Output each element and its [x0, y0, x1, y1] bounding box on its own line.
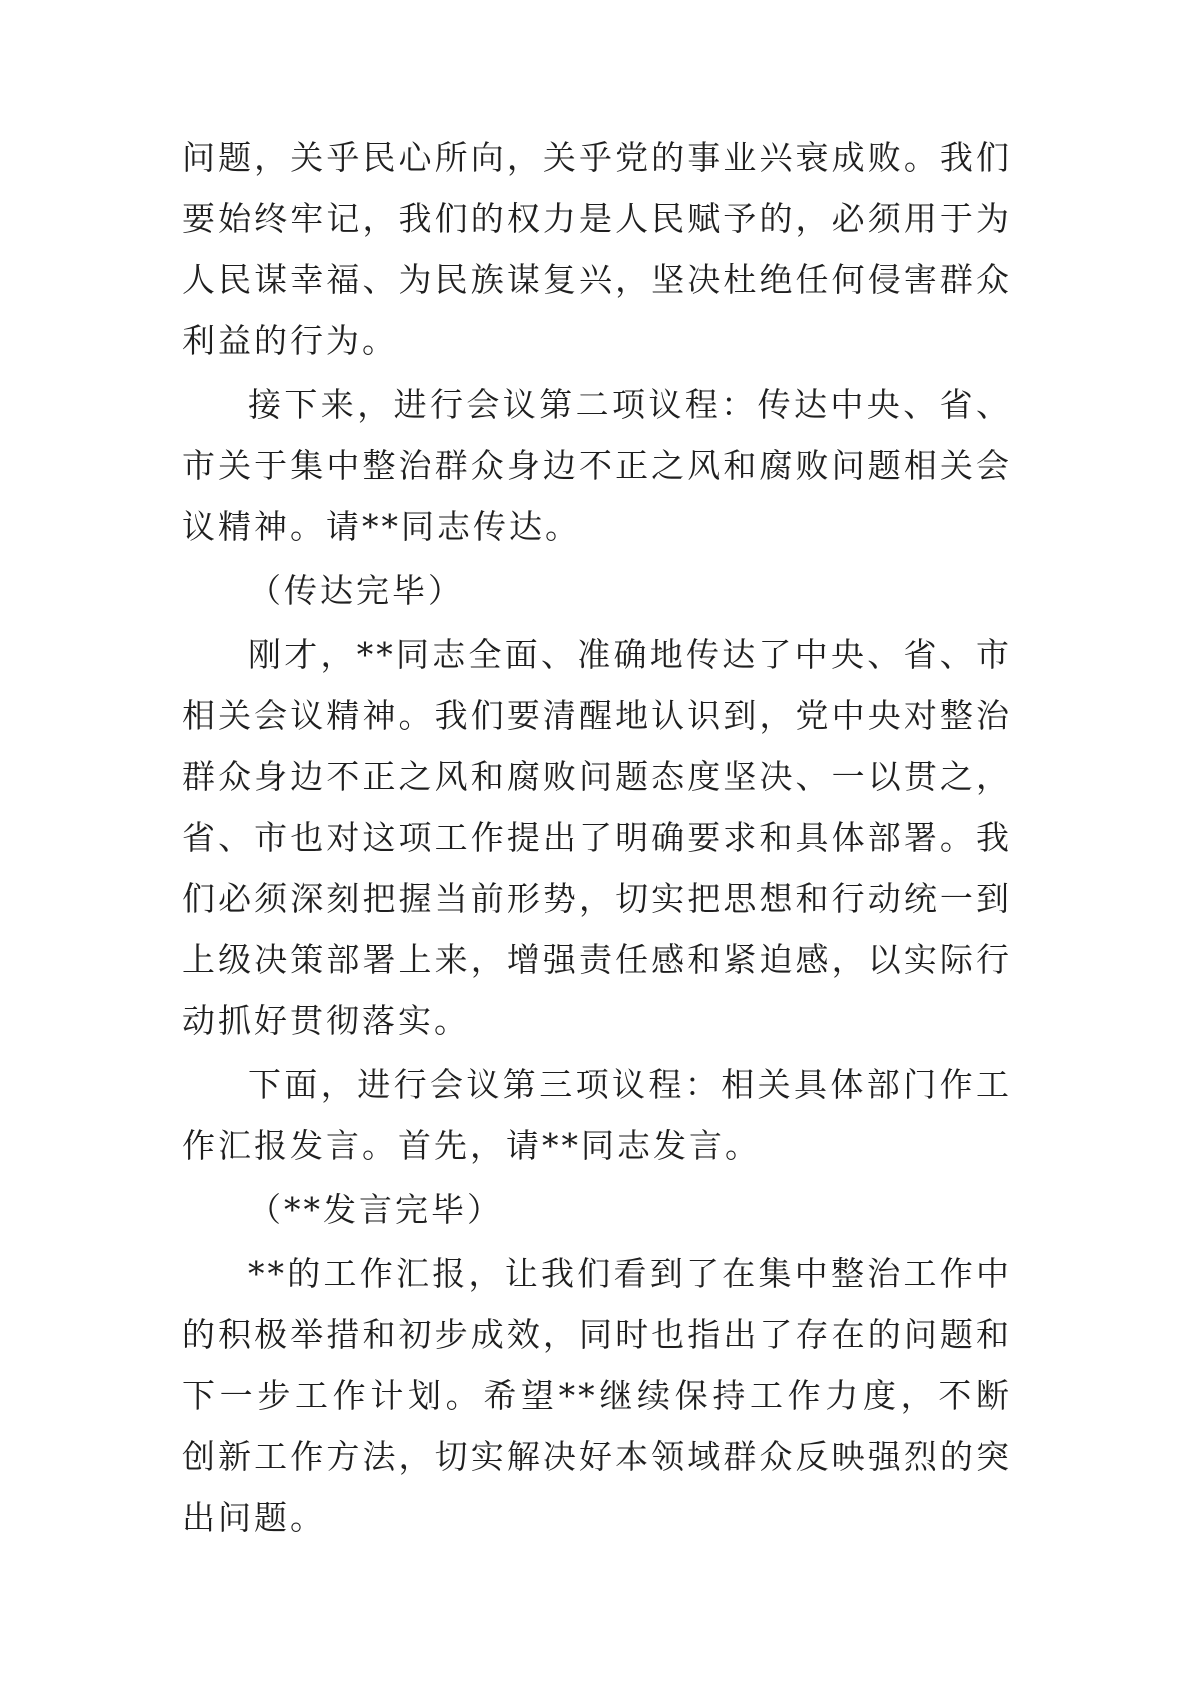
- paragraph-note-speech-complete: （**发言完毕）: [248, 1190, 503, 1229]
- document-body: [182, 127, 1012, 1551]
- paragraph-report-comment: **的工作汇报，让我们看到了在集中整治工作中的积极举措和初步成效，同时也指出了存在的问题和下一步工作计划。希望**继续保持工作力度，不断创新工作方法，切实解决好本领域群众反映强烈的突出问题。: [182, 1254, 1012, 1537]
- paragraph-note-relay-complete: （传达完毕）: [248, 571, 464, 610]
- paragraph-agenda-item-two: 接下来，进行会议第二项议程：传达中央、省、市关于集中整治群众身边不正之风和腐败问题相关会议精神。请**同志传达。: [182, 385, 1012, 546]
- paragraph-continuation: 问题，关乎民心所向，关乎党的事业兴衰成败。我们要始终牢记，我们的权力是人民赋予的，必须用于为人民谋幸福、为民族谋复兴，坚决杜绝任何侵害群众利益的行为。: [182, 138, 1012, 360]
- paragraph-summary-remarks: 刚才，**同志全面、准确地传达了中央、省、市相关会议精神。我们要清醒地认识到，党中央对整治群众身边不正之风和腐败问题态度坚决、一以贯之，省、市也对这项工作提出了明确要求和具体部署。我们必须深刻把握当前形势，切实把思想和行动统一到上级决策部署上来，增强责任感和紧迫感，以实际行动抓好贯彻落实。: [182, 635, 1012, 1040]
- paragraph-agenda-item-three: 下面，进行会议第三项议程：相关具体部门作工作汇报发言。首先，请**同志发言。: [182, 1065, 1012, 1165]
